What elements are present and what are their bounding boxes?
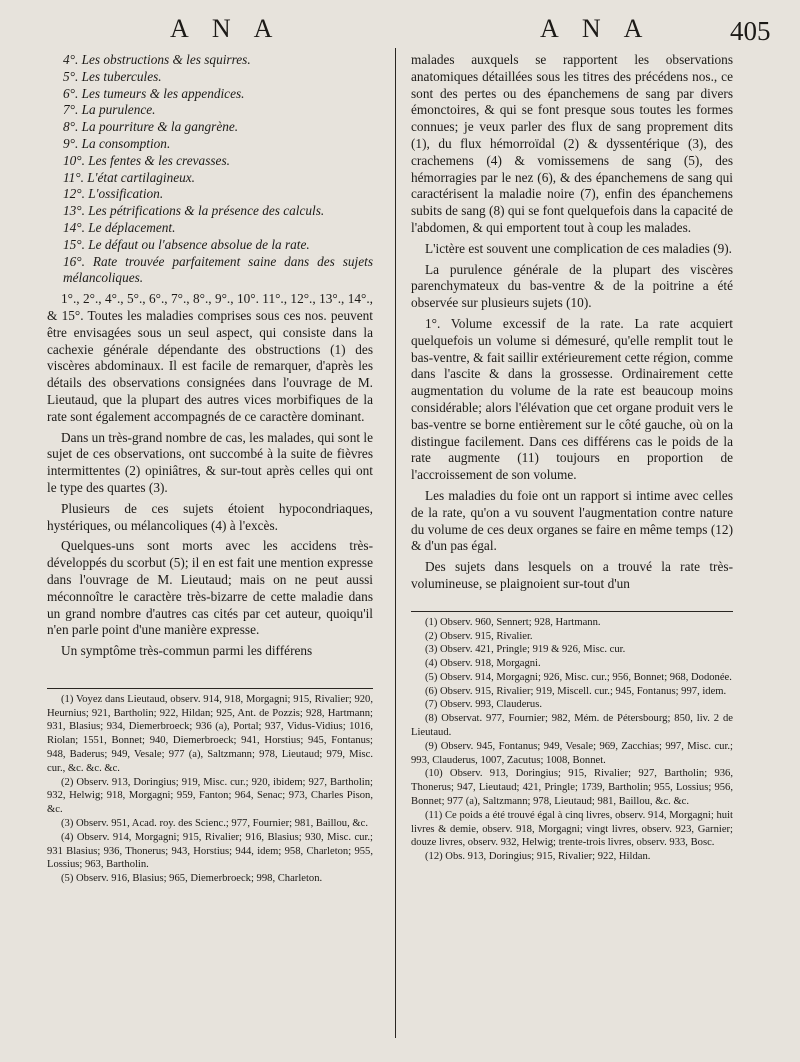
running-head-left: A N A [170,14,282,43]
footnote: (5) Observ. 914, Morgagni; 926, Misc. cur.; 956, Bonnet; 968, Dodonée. [425,671,732,683]
footnote: (3) Observ. 951, Acad. roy. des Scienc.; 977, Fournier; 981, Baillou, &c. [61,818,368,830]
list-item: 11°. L'état cartilagineux. [63,169,196,185]
page-number: 405 [730,16,771,46]
footnote: (4) Observ. 914, Morgagni; 915, Rivalier; 916, Blasius; 930, Misc. cur.; 931 Blasius; 936, Thonerus; 943, Horstius; 944, idem; 958, Charleton; 955, Lossius; 963, Bartholin. [47,831,373,871]
list-item: 10°. Les fentes & les crevasses. [63,152,230,168]
column-rule [395,48,396,1038]
list-item: 14°. Le déplacement. [63,219,176,235]
left-column [47,52,373,886]
body-paragraph: Des sujets dans lesquels on a trouvé la rate très-volumineuse, se plaignoient sur-tout d'un [411,559,733,591]
body-paragraph: 1°. Volume excessif de la rate. La rate acquiert quelquefois un volume si démesuré, qu'elle remplit tout le bas-ventre, & fait saillir extérieurement cette région, comme dans l'ascite & dans la grossesse. Ordinairement cette augmentation du volume de la rate est beaucoup moins considérable; alors l'élévation que cet organe produit vers le bas-ventre se borne entièrement sur le côté gauche, où on la distingue facilement. Dans ces différens cas le poids de la rate augmente (11) toujours en proportion de l'accroissement de son volume. [411,315,733,483]
footnote: (1) Voyez dans Lieutaud, observ. 914, 918, Morgagni; 915, Rivalier; 920, Heurnius; 921, Bartholin; 922, Hildan; 925, Ant. de Pozzis; 928, Hartmann; 931, Blasius; 934, Diemerbroeck; 936 (a), Portal; 937, Vidus-Vidius; 1016, Riolan; 1551, Bonnet; 940, Diemerbroeck; 941, Horstius; 945, Fontanus; 948, Baderus; 949, Vesale; 977 (a), Saltzmann; 978, Lieutaud; 979, Misc. cur., &c. &c. &c. [47,693,373,774]
footnote: (2) Observ. 915, Rivalier. [425,630,533,642]
body-paragraph: Dans un très-grand nombre de cas, les malades, qui sont le sujet de ces observations, ont succombé à la suite de fièvres intermittentes (2) opiniâtres, & sur-tout après celles qui ont le type des quartes (3). [47,429,373,495]
footnote: (6) Observ. 915, Rivalier; 919, Miscell. cur.; 945, Fontanus; 997, idem. [425,685,727,697]
footnote: (3) Observ. 421, Pringle; 919 & 926, Misc. cur. [425,644,626,656]
footnote: (11) Ce poids a été trouvé égal à cinq livres, observ. 914, Morgagni; huit livres & demie, observ. 918, Morgagni; vingt livres, observ. 923, Garnier; douze livres, observ. 932, Helwig; trente-trois livres, observ. 933, Bosc. [411,809,733,849]
footnote-rule [411,611,733,612]
body-paragraph: Un symptôme très-commun parmi les différens [61,643,313,659]
footnote: (10) Observ. 913, Doringius; 915, Rivalier; 927, Bartholin; 936, Thonerus; 947, Lieutaud; 421, Pringle; 1739, Bartholin; 955, Lossius; 956, Bonnet; 977 (a), Saltzmann; 978, Lieutaud; 981, Baillou, &c. &c. [411,768,733,808]
body-paragraph: L'ictère est souvent une complication de ces maladies (9). [425,240,733,256]
body-paragraph: Quelques-uns sont morts avec les accidens très-développés du scorbut (5); il en est fait une mention expresse dans l'ouvrage de M. Lieutaud; mais on ne peut aussi méconnoître le caractère très-bizarre de cette maladie dans un grand nombre d'autres cas cités par cet auteur, quoiqu'il n'en parle point d'une manière expresse. [47,538,373,638]
list-item: 15°. Le défaut ou l'absence absolue de la rate. [63,236,310,252]
body-paragraph: malades auxquels se rapportent les observations anatomiques détaillées sous les titres des précédens nos., ce sont des pertes ou des épanchemens de sang par divers émonctoires, & qui se font presque sous toutes les formes connues; je veux parler des flux de sang proprement dits (1), du flux hémorroïdal (2) & dyssentérique (3), des crachemens (4) & vomissemens de sang (5), des hémorragies par le nez (6), & des épanchemens de sang qui caractérisent la maladie noire (7), enfin des épanchemens subits de sang (8) qui se font quelquefois dans la capacité de l'abdomen, & qui emportent tout à coup les malades. [411,52,733,235]
list-item: 8°. La pourriture & la gangrène. [63,119,239,135]
body-paragraph: La purulence générale de la plupart des viscères parenchymateux du bas-ventre & de la poitrine a été observée sur plusieurs sujets (10). [411,261,733,311]
right-column [411,52,733,864]
list-item: 7°. La purulence. [63,102,156,118]
body-paragraph: Plusieurs de ces sujets étoient hypocondriaques, hystériques, ou mélancoliques (4) à l'excès. [47,500,373,533]
footnote: (7) Observ. 993, Clauderus. [425,699,542,711]
footnote-rule [47,688,373,689]
left-footnotes [47,693,373,886]
body-paragraph: 1°., 2°., 4°., 5°., 6°., 7°., 8°., 9°., 10°. 11°., 12°., 13°., 14°., & 15°. Toutes les maladies comprises sous ces nos. peuvent être envisagées sous un seul aspect, qui consiste dans la cachexie générale dépendante des obstructions (1) des viscères abdominaux. Il est facile de remarquer, d'après les détails des observations consignées dans l'ouvrage de M. Lieutaud, que la plupart des autres vices morbifiques de la rate sont également accompagnés de ce caractère dominant. [47,291,373,424]
body-paragraph: Les maladies du foie ont un rapport si intime avec celles de la rate, qu'on a vu souvent l'augmentation contre nature du volume de ces deux organes se faire en même temps (12) & d'un pas égal. [411,487,733,554]
list-item: 9°. La consomption. [63,135,171,151]
list-item: 4°. Les obstructions & les squirres. [63,52,251,67]
list-item: 13°. Les pétrifications & la présence des calculs. [63,203,325,219]
footnote: (5) Observ. 916, Blasius; 965, Diemerbroeck; 998, Charleton. [61,873,323,885]
footnote: (4) Observ. 918, Morgagni. [425,658,541,670]
list-item: 5°. Les tubercules. [63,68,162,84]
running-head-right: A N A [540,14,652,43]
footnote: (1) Observ. 960, Sennert; 928, Hartmann. [425,616,601,628]
list-item: 16°. Rate trouvée parfaitement saine dans des sujets mélancoliques. [63,253,373,286]
right-footnotes [411,616,733,864]
lesion-list [47,52,373,287]
list-item: 12°. L'ossification. [63,186,164,202]
footnote: (9) Observ. 945, Fontanus; 949, Vesale; 969, Zacchias; 997, Misc. cur.; 993, Clauderus, 1007, Zacutus; 1008, Bonnet. [411,740,733,766]
list-item: 6°. Les tumeurs & les appendices. [63,85,245,101]
footnote: (12) Obs. 913, Doringius; 915, Rivalier; 922, Hildan. [425,851,651,863]
footnote: (8) Observat. 977, Fournier; 982, Mém. de Pétersbourg; 850, liv. 2 de Lieutaud. [411,713,733,739]
footnote: (2) Observ. 913, Doringius; 919, Misc. cur.; 920, ibidem; 927, Bartholin; 932, Helwig; 918, Morgagni; 959, Fanton; 964, Senac; 973, Charles Pison, &c. [47,776,373,816]
